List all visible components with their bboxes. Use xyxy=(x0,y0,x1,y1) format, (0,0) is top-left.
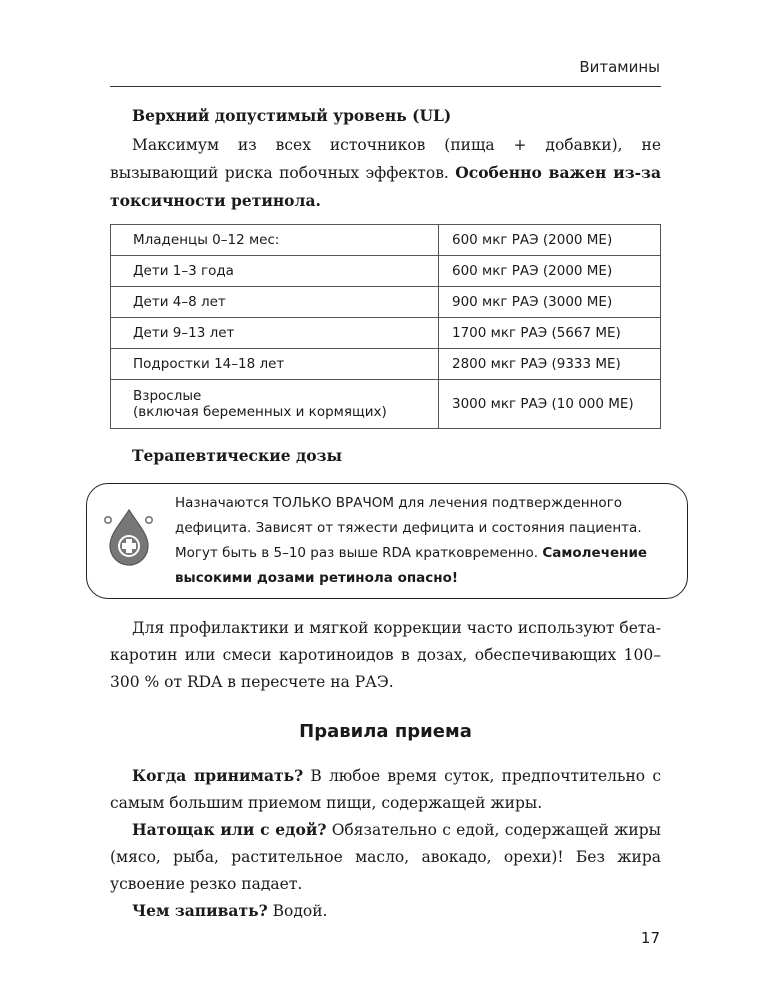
intake-rule-question: Чем запивать? xyxy=(132,901,268,920)
ul-value-cell: 600 мкг РАЭ (2000 МЕ) xyxy=(439,225,661,256)
intake-rule-answer: Водой. xyxy=(272,902,328,920)
age-group-cell xyxy=(111,380,439,429)
intake-rules-title: Правила приема xyxy=(299,721,472,742)
ul-value-cell: 3000 мкг РАЭ (10 000 МЕ) xyxy=(439,380,661,429)
ul-value-cell: 600 мкг РАЭ (2000 МЕ) xyxy=(439,256,661,287)
intake-rule-question: Когда принимать? xyxy=(132,766,304,785)
therapeutic-heading: Терапевтические дозы xyxy=(132,446,343,465)
age-group-cell: Дети 4–8 лет xyxy=(111,287,439,318)
ul-value-cell: 2800 мкг РАЭ (9333 МЕ) xyxy=(439,349,661,380)
ul-description-text: Максимум из всех источников (пища + добавки), не вызывающий риска побочных эффектов. xyxy=(110,136,661,182)
ul-value-cell: 1700 мкг РАЭ (5667 МЕ) xyxy=(439,318,661,349)
running-header: Витамины xyxy=(579,58,660,76)
intake-rule-answer: Обязательно с едой, содержащей жиры (мясо, рыба, растительное масло, авокадо, орехи)! Без жира усвоение резко падает. xyxy=(110,821,661,893)
ul-value-cell: 900 мкг РАЭ (3000 МЕ) xyxy=(439,287,661,318)
warning-note-body: Назначаются ТОЛЬКО ВРАЧОМ для лечения подтвержденного дефицита. Зависят от тяжести дефицита и состояния пациента. Могут быть в 5–10 раз выше RDA кратковременно. xyxy=(175,495,642,561)
age-group-cell: Дети 1–3 года xyxy=(111,256,439,287)
age-group-cell: Младенцы 0–12 мес: xyxy=(111,225,439,256)
age-group-cell: Подростки 14–18 лет xyxy=(111,349,439,380)
page-number: 17 xyxy=(640,929,660,947)
warning-note-emphasis: Самолечение высокими дозами ретинола опасно! xyxy=(175,545,648,586)
warning-note-text xyxy=(175,491,665,591)
intake-rule-answer: В любое время суток, предпочтительно с самым большим приемом пищи, содержащей жиры. xyxy=(110,767,661,812)
ul-table xyxy=(110,224,661,429)
age-group-note: (включая беременных и кормящих) xyxy=(133,404,387,420)
intake-rule-item xyxy=(110,762,661,817)
ul-heading: Верхний допустимый уровень (UL) xyxy=(132,106,452,125)
table-row xyxy=(111,225,661,256)
table-row xyxy=(111,256,661,287)
table-row xyxy=(111,380,661,429)
intake-rule-item xyxy=(110,897,661,925)
age-group-line: Взрослые xyxy=(133,388,202,404)
intake-rule-question: Натощак или с едой? xyxy=(132,820,327,839)
ul-description-emphasis: Особенно важен из-за токсичности ретинола. xyxy=(110,163,661,210)
table-row xyxy=(111,349,661,380)
age-group-cell: Дети 9–13 лет xyxy=(111,318,439,349)
medical-drop-icon xyxy=(103,506,155,570)
table-row xyxy=(111,287,661,318)
prophylaxis-paragraph: Для профилактики и мягкой коррекции часто используют бета-каротин или смеси каротиноидов в дозах, обеспечивающих 100–300 % от RDA в пересчете на РАЭ. xyxy=(110,619,661,691)
intake-rule-item xyxy=(110,816,661,898)
ul-description xyxy=(110,132,661,215)
table-row xyxy=(111,318,661,349)
warning-note xyxy=(86,483,688,599)
header-rule xyxy=(110,86,661,87)
